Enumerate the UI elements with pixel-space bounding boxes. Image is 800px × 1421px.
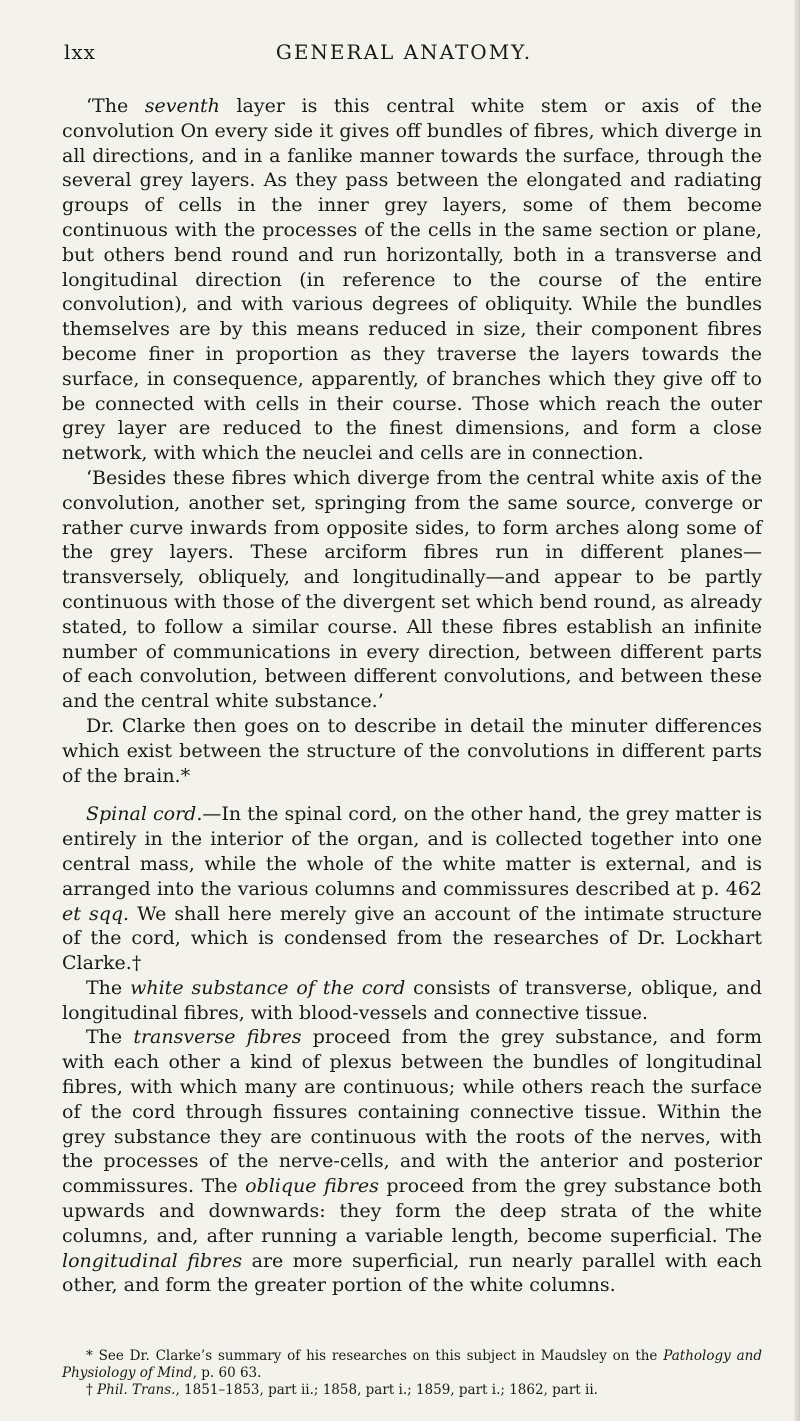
text-run: * See Dr. Clarke’s summary of his researches on this subject in Maudsley on the xyxy=(86,1348,664,1364)
paragraph-p1 xyxy=(62,94,762,466)
italic-text: et sqq. xyxy=(62,902,130,925)
italic-text: Pathology and Physiology of Mind xyxy=(62,1348,762,1381)
text-run: consists of transverse, oblique, and longitudinal fibres, with blood-vessels and connective tissue. xyxy=(62,976,762,1024)
page-number: lxx xyxy=(64,40,96,64)
text-run: layer is this central white stem or axis of the convolution On every side it gives off bundles of fibres, which diverge in all directions, and in a fanlike manner towards the surface, through the several grey layers. As they pass between the elongated and radiating groups of cells in the inner grey layers, some of them become continuous with the processes of the cells in the same section or plane, but others bend round and run horizontally, both in a transverse and longitudinal direction (in reference to the course of the entire convolution), and with various degrees of obliquity. While the bundles themselves are by this means reduced in size, their component fibres become finer in proportion as they traverse the layers towards the surface, in consequence, apparently, of branches which they give off to be connected with cells in their course. Those which reach the outer grey layer are reduced to the finest dimensions, and form a close network, with which the neuclei and cells are in connection. xyxy=(62,95,762,465)
text-run: The xyxy=(86,976,131,999)
italic-text: seventh xyxy=(144,95,220,117)
text-run: ‘Besides these fibres which diverge from the central white axis of the convolution, another set, springing from the same source, converge or rather curve inwards from opposite sides, to form arches along some of the grey layers. These arciform fibres run in different planes—transversely, obliquely, and longitudinally—and appear to be partly continuous with those of the divergent set which bend round, as already stated, to follow a similar course. All these fibres establish an infinite number of communications in every direction, between different parts of each convolution, between different convolutions, and between these and the central white substance.’ xyxy=(62,466,762,713)
text-run: —In the spinal cord, on the other hand, the grey matter is entirely in the interior of the organ, and is collected together into one central mass, while the whole of the white matter is external, and is arranged into the various columns and commissures described at p. 462 xyxy=(62,803,762,900)
text-run: proceed from the grey substance, and form with each other a kind of plexus between the bundles of longitudinal fibres, with which many are continuous; while others reach the surface of the cord through fissures containing connective tissue. Within the grey substance they are continuous with the roots of the nerves, with the processes of the nerve-cells, and with the anterior and posterior commissures. The xyxy=(62,1026,762,1198)
text-run: Dr. Clarke then goes on to describe in detail the minuter differences which exist between the structure of the convolutions in different parts of the brain.* xyxy=(62,714,762,787)
text-run: , p. 60 63. xyxy=(192,1365,262,1381)
italic-text: Phil. Trans. xyxy=(97,1382,176,1398)
text-run: We shall here merely give an account of the intimate structure of the cord, which is condensed from the researches of Dr. Lockhart Clarke.† xyxy=(62,902,762,975)
paragraph-p5 xyxy=(62,976,762,1026)
paragraph-p6 xyxy=(62,1025,762,1298)
text-run: The xyxy=(86,1026,134,1049)
text-run: , 1851–1853, part ii.; 1858, part i.; 1859, part i.; 1862, part ii. xyxy=(175,1382,598,1398)
running-title: GENERAL ANATOMY. xyxy=(275,40,533,64)
italic-text: Spinal cord. xyxy=(86,803,203,826)
footnotes xyxy=(62,1348,762,1399)
footnote-fn2 xyxy=(62,1382,762,1399)
text-run: proceed from the grey substance both upwards and downwards: they form the deep strata of the white columns, and, after running a variable length, become superficial. The xyxy=(62,1175,762,1247)
text-run: are more superficial, run nearly parallel with each other, and form the greater portion of the white columns. xyxy=(62,1249,762,1297)
footnote-fn1 xyxy=(62,1348,762,1382)
page-header xyxy=(64,40,744,70)
italic-text: longitudinal fibres xyxy=(62,1249,243,1272)
paragraph-p3 xyxy=(62,714,762,788)
text-run: † xyxy=(86,1382,98,1398)
paragraph-p4 xyxy=(62,802,762,976)
paragraph-p2 xyxy=(62,466,762,714)
body-text xyxy=(62,94,762,1298)
page-edge xyxy=(794,0,800,1421)
text-run: ‘The xyxy=(86,95,145,117)
italic-text: white substance of the cord xyxy=(130,976,406,999)
italic-text: transverse fibres xyxy=(133,1026,302,1049)
italic-text: oblique fibres xyxy=(245,1175,379,1198)
